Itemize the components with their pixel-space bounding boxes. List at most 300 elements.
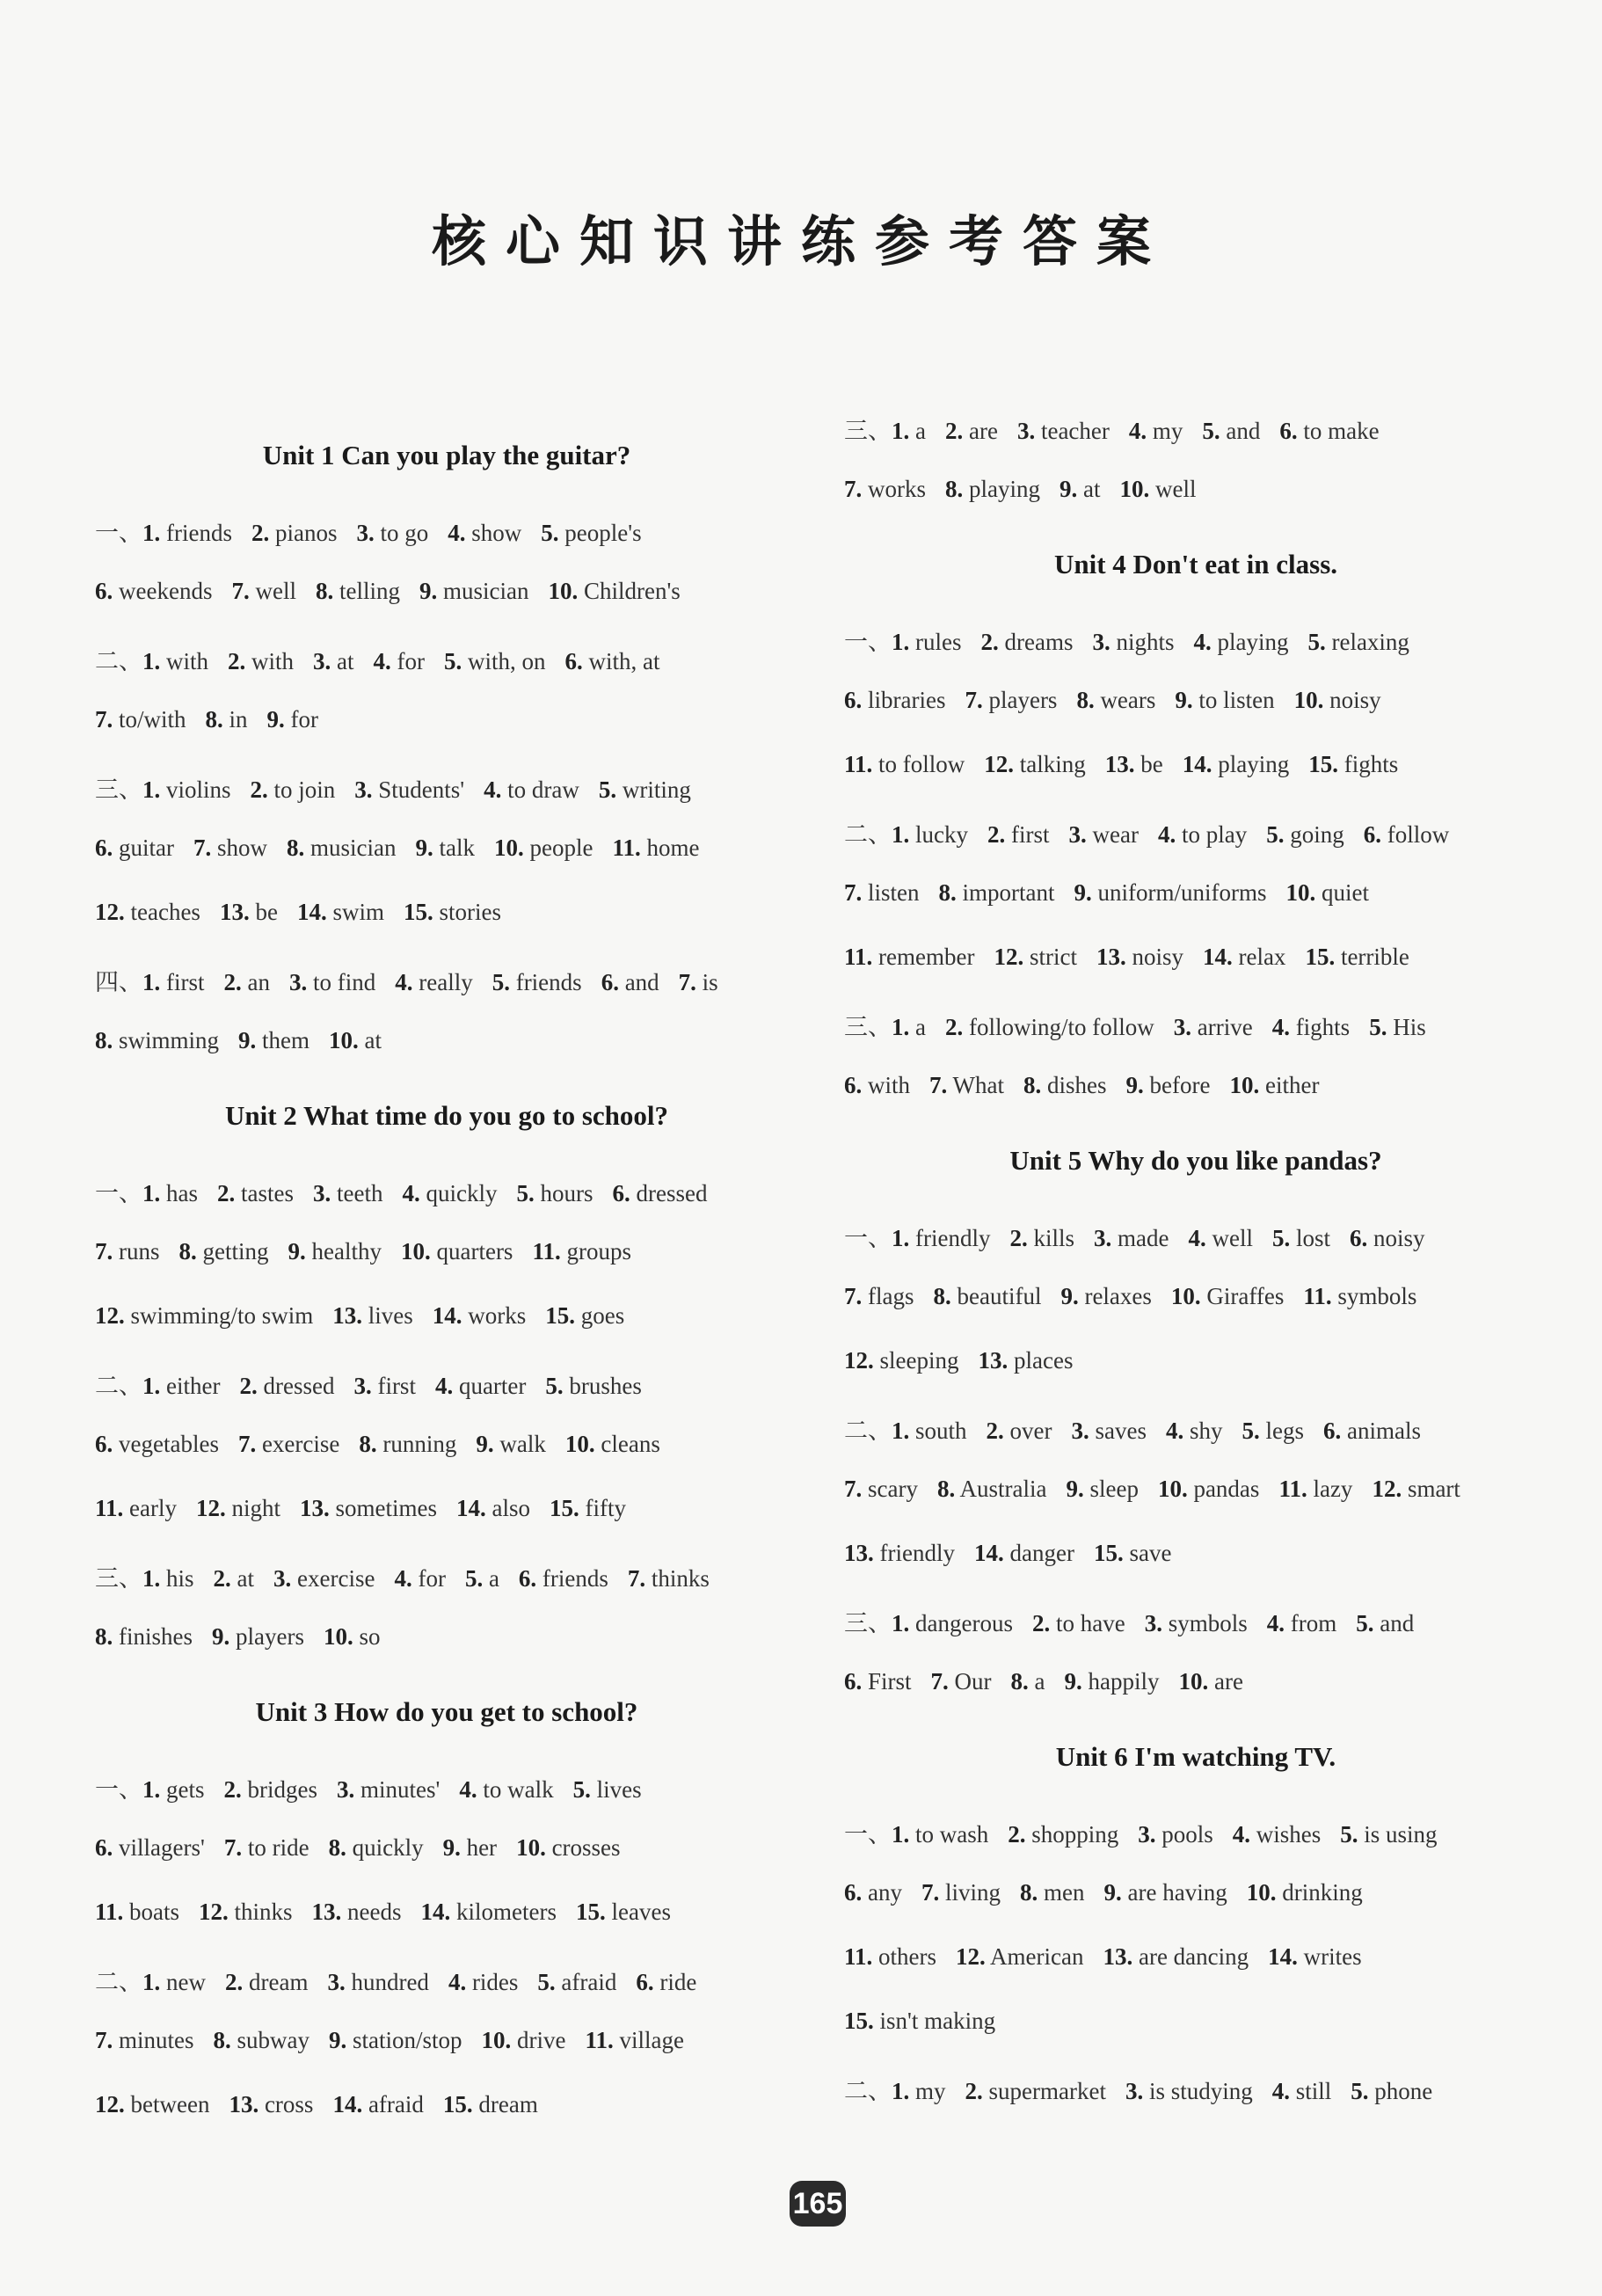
answer-line xyxy=(95,642,680,676)
answer-line xyxy=(95,1963,716,1997)
answer-item xyxy=(179,1238,269,1265)
answer-text: relax xyxy=(1238,944,1286,970)
answer-number: 6. xyxy=(95,835,113,861)
answer-number: 12. xyxy=(1372,1476,1402,1502)
answer-line xyxy=(95,770,710,805)
answer-item xyxy=(95,1495,177,1521)
answer-text: works xyxy=(468,1302,527,1329)
answer-item xyxy=(196,1495,280,1521)
answer-number: 6. xyxy=(518,1565,537,1592)
answer-item xyxy=(933,1283,1041,1309)
answer-number: 9. xyxy=(442,1834,461,1861)
answer-number: 5. xyxy=(1307,629,1326,655)
answer-number: 4. xyxy=(1165,1418,1184,1444)
answer-number: 5. xyxy=(516,1180,535,1206)
section-marker: 二、 xyxy=(95,648,142,675)
answer-number: 1. xyxy=(892,2078,910,2104)
answer-item xyxy=(313,648,354,674)
answer-number: 4. xyxy=(448,1969,467,1995)
answer-number: 3. xyxy=(273,1565,292,1592)
answer-text: players xyxy=(236,1623,304,1650)
answer-item xyxy=(545,1373,642,1399)
answer-number: 14. xyxy=(456,1495,486,1521)
answer-text: What xyxy=(952,1072,1005,1098)
answer-text: either xyxy=(1264,1072,1320,1098)
answer-item xyxy=(95,2027,194,2053)
answer-text: dressed xyxy=(263,1373,335,1399)
answer-text: them xyxy=(262,1027,310,1053)
answer-text: to draw xyxy=(507,776,579,803)
answer-item xyxy=(937,1476,1047,1502)
answer-number: 10. xyxy=(548,578,579,604)
answer-number: 15. xyxy=(403,899,433,925)
answer-text: from xyxy=(1290,1610,1337,1636)
answer-item xyxy=(921,1879,1001,1906)
answer-item xyxy=(332,1302,413,1329)
answer-item xyxy=(95,1431,219,1457)
answer-text: exercise xyxy=(297,1565,375,1592)
answer-item xyxy=(844,1879,902,1906)
answer-item xyxy=(1104,1879,1227,1906)
answer-text: first xyxy=(1011,821,1050,848)
answer-item xyxy=(327,1969,428,1995)
answer-item xyxy=(844,1540,955,1566)
answer-text: with xyxy=(166,648,209,674)
answer-text: playing xyxy=(969,476,1040,502)
answer-line xyxy=(95,1495,645,1522)
answer-item xyxy=(1060,476,1101,502)
answer-text: quarter xyxy=(458,1373,527,1399)
answer-item xyxy=(224,1776,317,1803)
answer-number: 1. xyxy=(892,821,910,848)
answer-text: healthy xyxy=(311,1238,382,1265)
answer-number: 7. xyxy=(844,1283,863,1309)
answer-number: 15. xyxy=(442,2091,473,2117)
answer-text: remember xyxy=(878,944,975,970)
answer-number: 4. xyxy=(434,1373,454,1399)
answer-item xyxy=(576,1899,671,1925)
answer-item xyxy=(1011,1668,1045,1695)
answer-text: relaxing xyxy=(1331,629,1409,655)
answer-text: danger xyxy=(1009,1540,1074,1566)
answer-number: 5. xyxy=(1351,2078,1369,2104)
answer-item xyxy=(1145,1610,1248,1636)
answer-line xyxy=(844,412,1399,446)
section-marker: 一、 xyxy=(95,520,142,547)
answer-text: at xyxy=(337,648,354,674)
answer-item xyxy=(1242,1418,1305,1444)
answer-number: 8. xyxy=(938,879,957,906)
answer-item xyxy=(465,1565,499,1592)
answer-text: needs xyxy=(347,1899,402,1925)
answer-number: 10. xyxy=(1178,1668,1209,1695)
answer-text: lives xyxy=(368,1302,413,1329)
answer-text: flags xyxy=(868,1283,914,1309)
answer-number: 4. xyxy=(1271,1014,1290,1040)
answer-text: violins xyxy=(166,776,231,803)
answer-text: are xyxy=(968,418,998,444)
answer-text: beautiful xyxy=(957,1283,1042,1309)
answer-text: station/stop xyxy=(353,2027,462,2053)
answer-item xyxy=(1129,418,1183,444)
answer-number: 2. xyxy=(1031,1610,1051,1636)
answer-text: minutes' xyxy=(360,1776,441,1803)
answer-text: with, on xyxy=(468,648,546,674)
answer-number: 1. xyxy=(142,648,161,674)
answer-item xyxy=(1294,687,1381,713)
answer-item xyxy=(448,520,521,546)
answer-text: with, at xyxy=(588,648,660,674)
answer-text: with xyxy=(251,648,295,674)
answer-text: pianos xyxy=(274,520,338,546)
answer-number: 3. xyxy=(356,520,375,546)
answer-item xyxy=(939,879,1055,906)
answer-number: 9. xyxy=(238,1027,257,1053)
answer-item xyxy=(95,899,200,925)
answer-text: listen xyxy=(868,879,920,906)
answer-item xyxy=(337,1776,440,1803)
answer-number: 3. xyxy=(1125,2078,1144,2104)
answer-item xyxy=(95,1238,160,1265)
answer-number: 4. xyxy=(373,648,391,674)
answer-text: goes xyxy=(580,1302,625,1329)
answer-item xyxy=(1094,1225,1169,1251)
answer-text: shy xyxy=(1189,1418,1223,1444)
answer-item xyxy=(220,899,278,925)
answer-item xyxy=(142,1180,198,1206)
answer-number: 9. xyxy=(1060,476,1078,502)
answer-number: 7. xyxy=(95,1238,113,1265)
answer-item xyxy=(679,969,718,995)
answer-text: her xyxy=(466,1834,498,1861)
answer-number: 11. xyxy=(532,1238,561,1265)
answer-text: to find xyxy=(312,969,376,995)
answer-item xyxy=(1233,1821,1322,1848)
answer-number: 14. xyxy=(432,1302,462,1329)
answer-item xyxy=(1183,751,1290,777)
answer-number: 1. xyxy=(892,418,910,444)
answer-text: nights xyxy=(1116,629,1175,655)
answer-item xyxy=(1372,1476,1460,1502)
answer-text: musician xyxy=(310,835,397,861)
answer-number: 10. xyxy=(564,1431,595,1457)
answer-item xyxy=(844,944,974,970)
answer-line xyxy=(95,1238,651,1265)
answer-item xyxy=(965,687,1057,713)
answer-item xyxy=(312,1899,402,1925)
answer-item xyxy=(1074,879,1266,906)
answer-item xyxy=(329,1027,382,1053)
answer-text: a xyxy=(915,418,926,444)
answer-text: playing xyxy=(1217,629,1289,655)
answer-number: 14. xyxy=(420,1899,451,1925)
answer-text: for xyxy=(290,706,319,733)
answer-item xyxy=(229,2091,313,2117)
answer-item xyxy=(214,1565,255,1592)
answer-number: 2. xyxy=(213,1565,231,1592)
answer-item xyxy=(354,776,464,803)
answer-number: 9. xyxy=(1064,1668,1082,1695)
answer-item xyxy=(945,476,1040,502)
answer-number: 13. xyxy=(219,899,250,925)
answer-item xyxy=(1364,821,1450,848)
answer-text: writes xyxy=(1303,1943,1362,1970)
answer-line xyxy=(844,1668,1263,1695)
answer-line xyxy=(844,1347,1092,1374)
answer-number: 8. xyxy=(287,835,305,861)
answer-item xyxy=(231,578,296,604)
answer-number: 9. xyxy=(1066,1476,1084,1502)
answer-number: 6. xyxy=(636,1969,654,1995)
answer-item xyxy=(532,1238,631,1265)
answer-item xyxy=(217,1180,294,1206)
answer-number: 6. xyxy=(1323,1418,1342,1444)
answer-line xyxy=(95,1302,644,1330)
answer-line xyxy=(95,835,718,862)
answer-item xyxy=(289,969,375,995)
answer-line xyxy=(844,687,1401,714)
answer-item xyxy=(1229,1072,1319,1098)
answer-item xyxy=(1193,629,1288,655)
answer-text: new xyxy=(166,1969,206,1995)
answer-text: south xyxy=(915,1418,967,1444)
answer-item xyxy=(142,969,205,995)
answer-number: 2. xyxy=(228,648,246,674)
answer-text: going xyxy=(1290,821,1344,848)
answer-item xyxy=(395,969,472,995)
answer-text: teaches xyxy=(130,899,200,925)
answer-number: 15. xyxy=(545,1302,576,1329)
answer-item xyxy=(228,648,294,674)
answer-text: living xyxy=(944,1879,1001,1906)
answer-number: 13. xyxy=(300,1495,330,1521)
answer-number: 3. xyxy=(1173,1014,1191,1040)
answer-item xyxy=(1285,879,1369,906)
answer-text: leaves xyxy=(611,1899,671,1925)
answer-text: save xyxy=(1129,1540,1172,1566)
answer-number: 9. xyxy=(1125,1072,1144,1098)
answer-line xyxy=(844,1008,1445,1042)
answer-text: telling xyxy=(339,578,400,604)
answer-text: before xyxy=(1149,1072,1211,1098)
answer-text: quickly xyxy=(352,1834,424,1861)
answer-number: 3. xyxy=(1092,629,1110,655)
answer-text: hours xyxy=(540,1180,593,1206)
answer-number: 7. xyxy=(237,1431,257,1457)
answer-text: lives xyxy=(596,1776,642,1803)
answer-item xyxy=(1138,1821,1213,1848)
answer-item xyxy=(206,706,248,733)
answer-number: 2. xyxy=(250,776,268,803)
answer-number: 4. xyxy=(402,1180,420,1206)
answer-number: 2. xyxy=(217,1180,236,1206)
answer-item xyxy=(1017,418,1110,444)
answer-number: 6. xyxy=(844,1879,863,1906)
answer-item xyxy=(142,1565,194,1592)
answer-item xyxy=(224,969,270,995)
section-marker: 三、 xyxy=(95,776,142,804)
answer-text: at xyxy=(1083,476,1101,502)
answer-text: in xyxy=(229,706,248,733)
answer-item xyxy=(892,1014,926,1040)
answer-number: 2. xyxy=(251,520,270,546)
answer-text: still xyxy=(1295,2078,1332,2104)
answer-text: really xyxy=(419,969,473,995)
answer-number: 11. xyxy=(95,1899,124,1925)
answer-number: 4. xyxy=(448,520,466,546)
answer-line xyxy=(95,1027,401,1054)
answer-text: first xyxy=(166,969,205,995)
answer-item xyxy=(980,629,1073,655)
answer-item xyxy=(1369,1014,1426,1040)
answer-text: wishes xyxy=(1256,1821,1322,1848)
answer-item xyxy=(374,648,425,674)
answer-number: 4. xyxy=(1188,1225,1206,1251)
answer-text: smart xyxy=(1407,1476,1460,1502)
answer-text: terrible xyxy=(1340,944,1409,970)
answer-item xyxy=(95,1834,205,1861)
answer-item xyxy=(459,1776,553,1803)
answer-item xyxy=(214,2027,310,2053)
answer-number: 12. xyxy=(994,944,1024,970)
answer-number: 12. xyxy=(956,1943,986,1970)
unit-heading: Unit 3 How do you get to school? xyxy=(255,1696,638,1727)
answer-text: Giraffes xyxy=(1206,1283,1285,1309)
answer-item xyxy=(956,1943,1083,1970)
answer-number: 1. xyxy=(892,629,910,655)
answer-item xyxy=(974,1540,1074,1566)
answer-number: 2. xyxy=(986,1418,1004,1444)
answer-item xyxy=(586,2027,685,2053)
answer-text: villagers' xyxy=(119,1834,205,1861)
answer-item xyxy=(844,1347,958,1374)
answer-number: 2. xyxy=(1009,1225,1028,1251)
answer-text: is using xyxy=(1364,1821,1438,1848)
answer-text: to wash xyxy=(915,1821,989,1848)
answer-number: 5. xyxy=(464,1565,484,1592)
answer-item xyxy=(1066,1476,1138,1502)
answer-item xyxy=(1103,1943,1249,1970)
answer-text: following/to follow xyxy=(968,1014,1154,1040)
answer-number: 5. xyxy=(492,969,510,995)
answer-text: an xyxy=(247,969,270,995)
answer-item xyxy=(142,1373,220,1399)
answer-line xyxy=(95,1431,680,1458)
answer-number: 8. xyxy=(1076,687,1095,713)
section-marker: 二、 xyxy=(844,821,892,849)
answer-item xyxy=(1303,1283,1416,1309)
answer-item xyxy=(965,2078,1106,2104)
answer-item xyxy=(1267,1610,1336,1636)
answer-item xyxy=(844,687,945,713)
answer-number: 5. xyxy=(1242,1418,1260,1444)
answer-number: 6. xyxy=(95,1834,113,1861)
answer-line xyxy=(844,751,1417,778)
answer-line xyxy=(95,899,521,926)
answer-text: early xyxy=(129,1495,177,1521)
answer-number: 12. xyxy=(844,1347,874,1374)
answer-item xyxy=(541,520,641,546)
answer-text: vegetables xyxy=(119,1431,219,1457)
answer-text: crosses xyxy=(551,1834,621,1861)
answer-text: American xyxy=(990,1943,1084,1970)
answer-number: 2. xyxy=(1008,1821,1026,1848)
answer-number: 7. xyxy=(844,476,863,502)
answer-item xyxy=(844,476,926,502)
answer-number: 13. xyxy=(1103,1943,1133,1970)
answer-text: follow xyxy=(1387,821,1450,848)
answer-item xyxy=(1009,1225,1074,1251)
answer-text: runs xyxy=(119,1238,160,1265)
answer-line xyxy=(844,623,1429,657)
answer-line xyxy=(844,815,1468,849)
answer-text: writing xyxy=(622,776,691,803)
answer-number: 8. xyxy=(178,1238,197,1265)
section-marker: 二、 xyxy=(844,1418,892,1445)
answer-number: 13. xyxy=(229,2091,259,2117)
answer-item xyxy=(356,520,428,546)
section-marker: 二、 xyxy=(95,1373,142,1400)
answer-text: with xyxy=(868,1072,911,1098)
answer-text: Students' xyxy=(378,776,465,803)
answer-number: 11. xyxy=(844,751,873,777)
answer-number: 11. xyxy=(1303,1283,1332,1309)
answer-text: finishes xyxy=(119,1623,193,1650)
answer-number: 10. xyxy=(400,1238,431,1265)
answer-item xyxy=(95,835,174,861)
answer-number: 13. xyxy=(1096,944,1126,970)
answer-item xyxy=(1268,1943,1361,1970)
answer-number: 1. xyxy=(892,1014,910,1040)
answer-number: 7. xyxy=(193,835,212,861)
answer-number: 9. xyxy=(212,1623,230,1650)
answer-item xyxy=(238,1027,309,1053)
answer-text: is xyxy=(702,969,718,995)
answer-line xyxy=(844,2072,1452,2106)
answer-item xyxy=(1094,1540,1171,1566)
answer-item xyxy=(421,1899,557,1925)
answer-text: afraid xyxy=(561,1969,617,1995)
answer-number: 8. xyxy=(945,476,964,502)
answer-text: others xyxy=(878,1943,936,1970)
answer-line xyxy=(95,1174,726,1208)
answer-text: and xyxy=(624,969,659,995)
answer-number: 6. xyxy=(612,1180,630,1206)
answer-item xyxy=(1125,2078,1253,2104)
answer-item xyxy=(931,1668,992,1695)
answer-number: 1. xyxy=(142,969,161,995)
section-marker: 一、 xyxy=(844,1225,892,1252)
answer-text: friendly xyxy=(879,1540,955,1566)
answer-line xyxy=(95,1834,640,1862)
answer-text: also xyxy=(492,1495,530,1521)
answer-text: talking xyxy=(1019,751,1086,777)
answer-number: 11. xyxy=(95,1495,124,1521)
answer-item xyxy=(402,1180,497,1206)
answer-item xyxy=(492,969,582,995)
answer-item xyxy=(444,648,546,674)
answer-item xyxy=(359,1431,456,1457)
answer-text: dressed xyxy=(636,1180,708,1206)
answer-text: arrive xyxy=(1197,1014,1253,1040)
answer-item xyxy=(844,1072,910,1098)
section-marker: 一、 xyxy=(95,1776,142,1804)
answer-number: 15. xyxy=(1308,751,1338,777)
answer-item xyxy=(892,1225,990,1251)
answer-number: 8. xyxy=(205,706,223,733)
answer-text: well xyxy=(1212,1225,1253,1251)
answer-text: dreams xyxy=(1004,629,1074,655)
